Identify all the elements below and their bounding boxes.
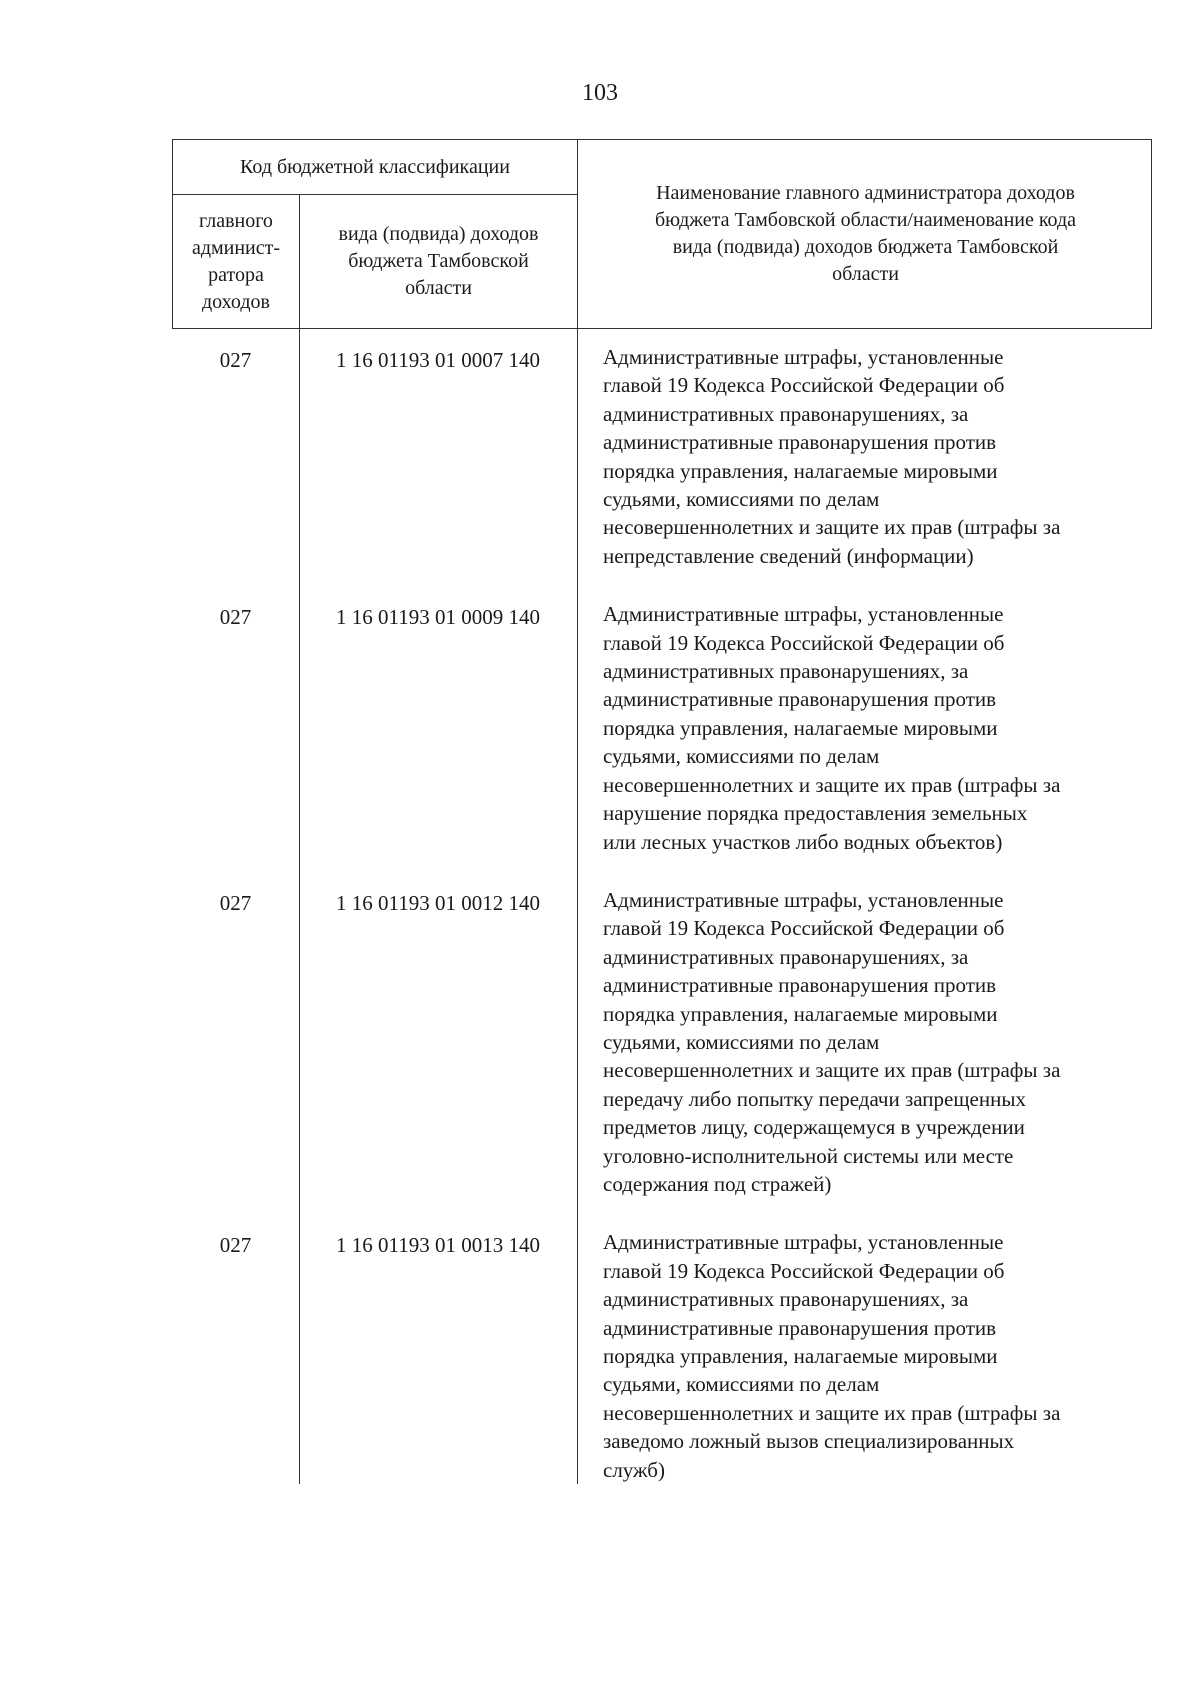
income-name-line: служб): [603, 1457, 665, 1482]
table-row: [172, 343, 1152, 570]
income-name-line: главой 19 Кодекса Российской Федерации об: [603, 630, 1005, 655]
income-name-line: порядка управления, налагаемые мировыми: [603, 715, 998, 740]
header-admin-line: доходов: [202, 290, 270, 313]
income-name-line: заведомо ложный вызов специализированных: [603, 1429, 1015, 1454]
income-name-line: судьями, комиссиями по делам: [603, 487, 880, 512]
income-name-line: несовершеннолетних и защите их прав (штрафы за: [603, 515, 1061, 540]
income-name-line: судьями, комиссиями по делам: [603, 1029, 880, 1054]
admin-code-cell: 027: [219, 348, 252, 372]
income-name-line: или лесных участков либо водных объектов): [603, 829, 1003, 854]
table-row: [172, 600, 1152, 856]
header-kbk: Код бюджетной классификации: [173, 140, 578, 195]
header-admin-line: главного: [199, 209, 273, 232]
income-name-line: административных правонарушениях, за: [603, 401, 969, 426]
income-code-cell: 1 16 01193 01 0009 140: [336, 605, 540, 630]
header-name: [578, 140, 1153, 328]
income-name-line: главой 19 Кодекса Российской Федерации об: [603, 916, 1005, 941]
header-type-line: бюджета Тамбовской: [348, 250, 529, 272]
income-name-line: судьями, комиссиями по делам: [603, 1372, 880, 1397]
table-header: [172, 139, 1152, 329]
income-name-line: нарушение порядка предоставления земельных: [603, 801, 1028, 826]
income-name-line: главой 19 Кодекса Российской Федерации об: [603, 1258, 1005, 1283]
page-number: 103: [582, 80, 618, 106]
income-name-line: административные правонарушения против: [603, 430, 997, 455]
header-name-line: Наименование главного администратора доходов: [656, 182, 1075, 204]
income-name-line: предметов лицу, содержащемуся в учреждении: [603, 1115, 1025, 1140]
table-row: [172, 886, 1152, 1198]
income-name-line: судьями, комиссиями по делам: [603, 744, 880, 769]
income-name-line: административных правонарушениях, за: [603, 1287, 969, 1312]
income-name-line: Административные штрафы, установленные: [603, 887, 1004, 912]
income-name-cell: [577, 343, 1152, 570]
income-name-cell: [577, 600, 1152, 856]
income-name-line: административных правонарушениях, за: [603, 944, 969, 969]
income-name-line: уголовно-исполнительной системы или месте: [603, 1143, 1014, 1168]
budget-code-table: [172, 139, 1152, 1484]
income-code-cell: 1 16 01193 01 0013 140: [336, 1233, 540, 1258]
header-name-line: вида (подвида) доходов бюджета Тамбовской: [672, 236, 1059, 258]
header-type-text: [339, 221, 539, 302]
header-type-line: области: [405, 277, 472, 299]
income-name-line: несовершеннолетних и защите их прав (штрафы за: [603, 1400, 1061, 1425]
income-name-line: содержания под стражей): [603, 1171, 832, 1196]
header-type: [300, 195, 578, 328]
header-name-line: области: [832, 263, 899, 285]
header-admin-line: ратора: [208, 263, 264, 286]
income-name-line: порядка управления, налагаемые мировыми: [603, 458, 998, 483]
income-name-line: Административные штрафы, установленные: [603, 602, 1004, 627]
income-code-cell: 1 16 01193 01 0012 140: [336, 890, 540, 915]
income-name-line: главой 19 Кодекса Российской Федерации об: [603, 373, 1005, 398]
income-name-line: административные правонарушения против: [603, 687, 997, 712]
income-name-line: порядка управления, налагаемые мировыми: [603, 1344, 998, 1368]
income-code-cell: 1 16 01193 01 0007 140: [336, 348, 540, 372]
header-name-text: [655, 180, 1076, 288]
income-name-line: административные правонарушения против: [603, 1315, 997, 1340]
income-name-line: Административные штрафы, установленные: [603, 1230, 1004, 1255]
admin-code-cell: 027: [219, 605, 252, 630]
table-body: [172, 343, 1152, 1484]
header-type-line: вида (подвида) доходов: [338, 223, 539, 245]
income-name-cell: [577, 1228, 1152, 1484]
income-name-line: административные правонарушения против: [603, 973, 997, 998]
income-name-line: административных правонарушениях, за: [603, 659, 969, 684]
header-admin-text: [192, 208, 280, 316]
admin-code-cell: 027: [219, 890, 252, 915]
header-name-line: бюджета Тамбовской области/наименование кода: [654, 209, 1077, 231]
income-name-line: несовершеннолетних и защите их прав (штрафы за: [603, 1058, 1061, 1083]
income-name-line: Административные штрафы, установленные: [603, 345, 1004, 369]
income-name-line: порядка управления, налагаемые мировыми: [603, 1001, 998, 1026]
admin-code-cell: 027: [219, 1233, 252, 1258]
income-name-line: несовершеннолетних и защите их прав (штрафы за: [603, 772, 1061, 797]
income-name-line: непредставление сведений (информации): [603, 543, 974, 568]
income-name-line: передачу либо попытку передачи запрещенных: [603, 1086, 1026, 1111]
table-row: [172, 1228, 1152, 1484]
header-admin-line: админист-: [191, 236, 281, 259]
income-name-cell: [577, 886, 1152, 1198]
header-admin: [173, 195, 300, 328]
